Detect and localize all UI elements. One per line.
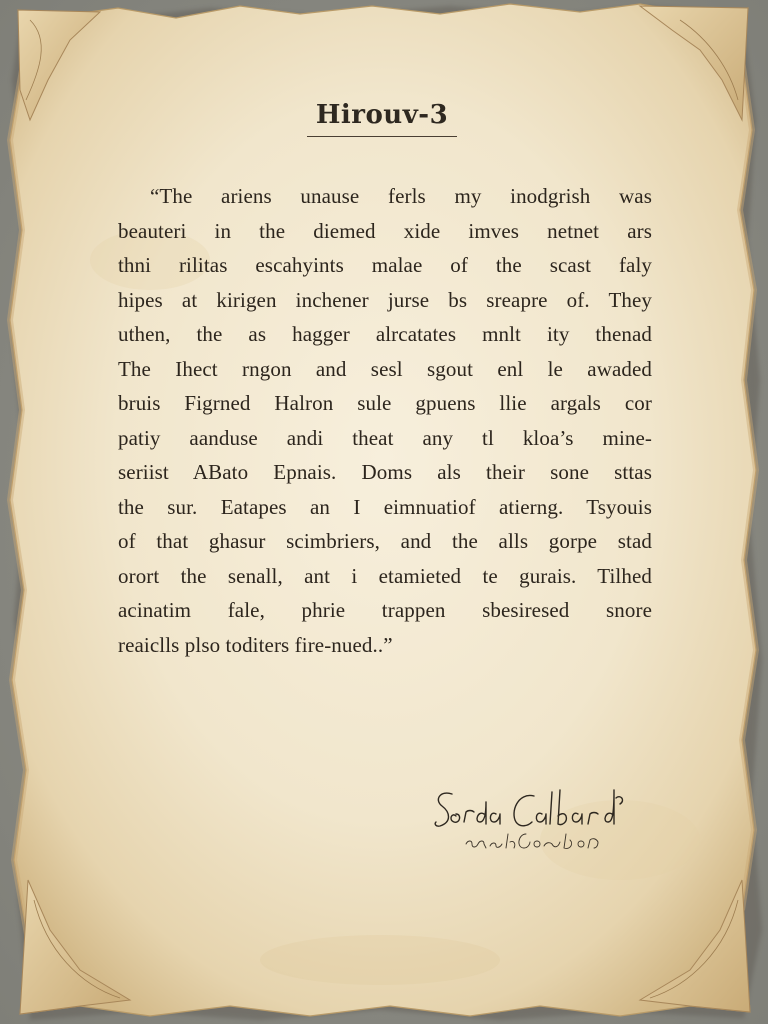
- body-line: the sur. Eatapes an I eimnuatiof atierng. Tsyouis: [118, 494, 652, 519]
- body-line: of that ghasur scimbriers, and the alls gorpe stad: [118, 529, 652, 553]
- body-line: acinatim fale, phrie trappen sbesiresed snore: [118, 598, 652, 622]
- body-line: “The ariens unause ferls my inodgrish was: [150, 184, 652, 208]
- body-line: reaiclls plso toditers fire-nued..”: [118, 632, 393, 657]
- body-line: orort the senall, ant i etamieted te gurais. Tilhed: [118, 563, 652, 588]
- body-line: beauteri in the diemed xide imves netnet ars: [118, 218, 652, 243]
- body-line: thni rilitas escahyints malae of the scast faly: [118, 253, 652, 277]
- title-underline: [307, 136, 457, 137]
- body-line: hipes at kirigen inchener jurse bs sreapre of. They: [118, 287, 652, 312]
- letter-title: Hirouv-3: [315, 100, 449, 130]
- body-line: seriist ABato Epnais. Doms als their sone sttas: [118, 460, 652, 484]
- handwritten-signature: [430, 782, 630, 862]
- body-line: uthen, the as hagger alrcatates mnlt ity thenad: [118, 322, 652, 346]
- body-line: bruis Figrned Halron sule gpuens llie argals cor: [118, 391, 652, 415]
- body-line: patiy aanduse andi theat any tl kloa’s mine-: [118, 425, 652, 450]
- body-line: The Ihect rngon and sesl sgout enl le awaded: [118, 356, 652, 381]
- letter-content: [112, 100, 652, 662]
- letter-body: [112, 179, 652, 662]
